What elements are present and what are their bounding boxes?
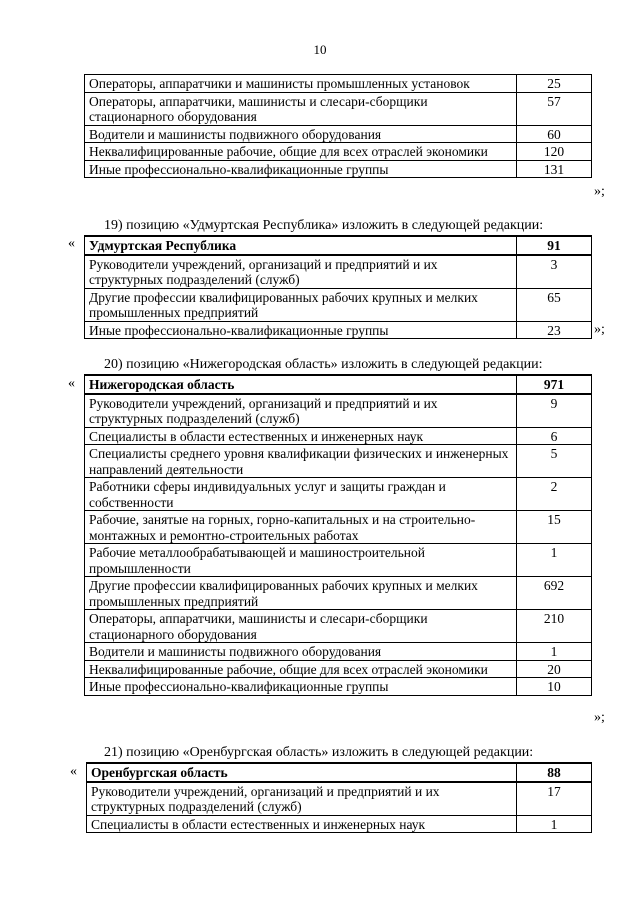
row-value: 6: [517, 427, 592, 445]
region-total: 88: [517, 763, 592, 782]
row-label: Иные профессионально-квалификационные группы: [85, 160, 517, 178]
row-value: 1: [517, 544, 592, 577]
row-label: Работники сферы индивидуальных услуг и защиты граждан и собственности: [85, 478, 517, 511]
table-row: [85, 610, 592, 643]
row-value: 17: [517, 782, 592, 816]
table-orenburg: [86, 762, 592, 833]
row-label: Специалисты среднего уровня квалификации физических и инженерных направлений деятельности: [85, 445, 517, 478]
row-value: 57: [517, 92, 592, 125]
row-label: Другие профессии квалифицированных рабочих крупных и мелких промышленных предприятий: [85, 288, 517, 321]
close-quote: »;: [594, 322, 605, 337]
table-row: [85, 75, 592, 93]
row-value: 25: [517, 75, 592, 93]
table-row: [85, 678, 592, 696]
row-label: Специалисты в области естественных и инженерных наук: [85, 427, 517, 445]
row-label: Иные профессионально-квалификационные группы: [85, 321, 517, 339]
row-value: 1: [517, 815, 592, 833]
row-value: 20: [517, 660, 592, 678]
row-value: 3: [517, 255, 592, 289]
row-value: 692: [517, 577, 592, 610]
table-row: [85, 160, 592, 178]
region-total: 91: [517, 236, 592, 255]
table-row: [85, 643, 592, 661]
table-row: [85, 255, 592, 289]
row-label: Рабочие, занятые на горных, горно-капитальных и на строительно-монтажных и ремонтно-строительных работах: [85, 511, 517, 544]
row-value: 60: [517, 125, 592, 143]
table-nizhny-novgorod: [84, 374, 592, 696]
table-row: [85, 288, 592, 321]
row-label: Специалисты в области естественных и инженерных наук: [87, 815, 517, 833]
row-label: Водители и машинисты подвижного оборудования: [85, 643, 517, 661]
row-value: 5: [517, 445, 592, 478]
row-value: 23: [517, 321, 592, 339]
table-row: [85, 660, 592, 678]
table-row: [85, 445, 592, 478]
row-label: Руководители учреждений, организаций и предприятий и их структурных подразделений (служб): [85, 255, 517, 289]
table-row: [85, 544, 592, 577]
row-label: Операторы, аппаратчики, машинисты и слесари-сборщики стационарного оборудования: [85, 92, 517, 125]
table-row: [87, 815, 592, 833]
row-label: Рабочие металлообрабатывающей и машиностроительной промышленности: [85, 544, 517, 577]
row-label: Руководители учреждений, организаций и предприятий и их структурных подразделений (служб): [87, 782, 517, 816]
open-quote: «: [68, 376, 75, 391]
table-row: [85, 143, 592, 161]
row-value: 15: [517, 511, 592, 544]
row-label: Неквалифицированные рабочие, общие для всех отраслей экономики: [85, 143, 517, 161]
row-value: 1: [517, 643, 592, 661]
region-name: Удмуртская Республика: [85, 236, 517, 255]
close-quote: »;: [594, 184, 605, 199]
table-continued: [84, 74, 592, 178]
table-row: [85, 478, 592, 511]
row-value: 120: [517, 143, 592, 161]
table-row: [85, 427, 592, 445]
section-20-intro: 20) позицию «Нижегородская область» изложить в следующей редакции:: [104, 357, 543, 372]
table-udmurtia: [84, 235, 592, 339]
table-row: [85, 125, 592, 143]
region-name: Нижегородская область: [85, 375, 517, 394]
table-row: [85, 321, 592, 339]
page-number: 10: [313, 42, 327, 57]
open-quote: «: [68, 236, 75, 251]
row-label: Иные профессионально-квалификационные группы: [85, 678, 517, 696]
row-label: Неквалифицированные рабочие, общие для всех отраслей экономики: [85, 660, 517, 678]
row-value: 9: [517, 394, 592, 428]
table-row: [85, 511, 592, 544]
section-19-intro: 19) позицию «Удмуртская Республика» изложить в следующей редакции:: [104, 218, 544, 233]
region-header-row: [85, 375, 592, 394]
row-label: Руководители учреждений, организаций и предприятий и их структурных подразделений (служб): [85, 394, 517, 428]
table-row: [87, 782, 592, 816]
region-header-row: [85, 236, 592, 255]
region-name: Оренбургская область: [87, 763, 517, 782]
region-header-row: [87, 763, 592, 782]
region-total: 971: [517, 375, 592, 394]
row-value: 210: [517, 610, 592, 643]
table-row: [85, 394, 592, 428]
close-quote: »;: [594, 710, 605, 725]
row-value: 65: [517, 288, 592, 321]
table-row: [85, 92, 592, 125]
table-row: [85, 577, 592, 610]
row-label: Водители и машинисты подвижного оборудования: [85, 125, 517, 143]
open-quote: «: [70, 764, 77, 779]
row-value: 131: [517, 160, 592, 178]
row-value: 2: [517, 478, 592, 511]
row-label: Операторы, аппаратчики и машинисты промышленных установок: [85, 75, 517, 93]
row-value: 10: [517, 678, 592, 696]
section-21-intro: 21) позицию «Оренбургская область» изложить в следующей редакции:: [104, 745, 534, 760]
row-label: Операторы, аппаратчики, машинисты и слесари-сборщики стационарного оборудования: [85, 610, 517, 643]
row-label: Другие профессии квалифицированных рабочих крупных и мелких промышленных предприятий: [85, 577, 517, 610]
